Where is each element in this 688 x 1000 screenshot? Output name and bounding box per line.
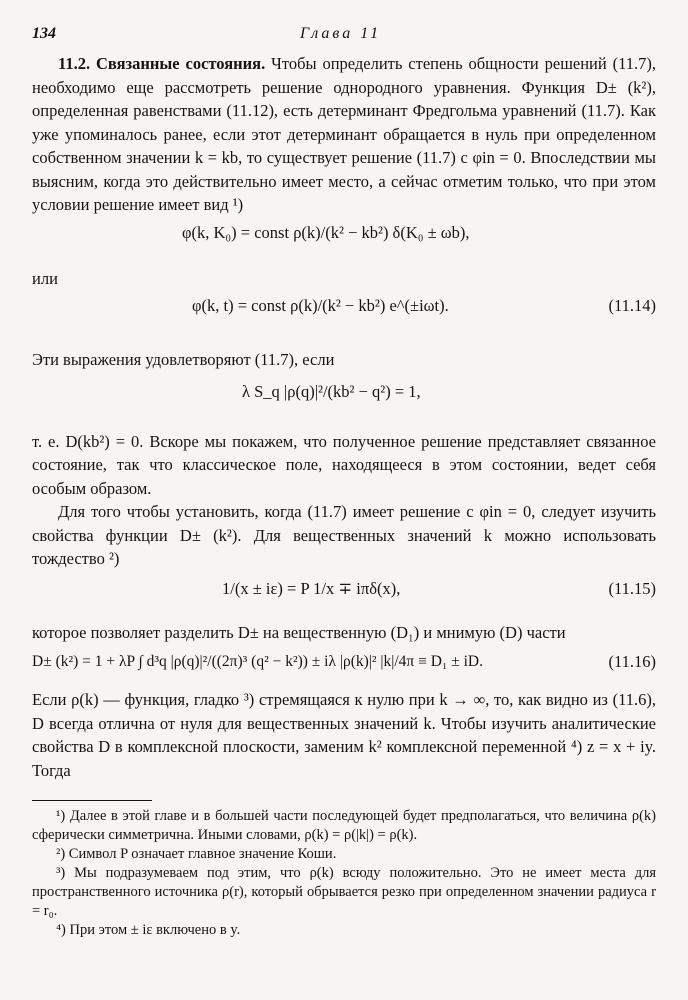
footnote-1: ¹) Далее в этой главе и в большей части последующей будет предполагаться, что величина ρ(k) сферически симметрична. Иными словами, ρ(k) = ρ(|k|) = ρ(k). <box>32 808 656 843</box>
section-heading: 11.2. Связанные состояния. <box>58 54 266 73</box>
chapter-title: Глава 11 <box>300 25 382 42</box>
or-word: или <box>32 268 58 288</box>
paragraph-4: Для того чтобы установить, когда (11.7) имеет решение с φin = 0, следует изучить свойства функции D± (k²). Для вещественных значений k можно использовать тождество ²) <box>32 502 656 568</box>
footnote-2: ²) Символ P означает главное значение Коши. <box>56 846 337 862</box>
footnote-4: ⁴) При этом ± iε включено в y. <box>56 922 241 938</box>
paragraph-intro <box>32 52 656 217</box>
equation-5-text: D± (k²) = 1 + λP ∫ d³q |ρ(q)|²/((2π)³ (q² − k²)) ± iλ |ρ(k)|² |k|/4π ≡ D₁ ± iD. <box>32 653 483 670</box>
equation-1 <box>32 217 656 267</box>
book-page <box>32 22 656 940</box>
paragraph-6: Если ρ(k) — функция, гладко ³) стремящаяся к нулю при k → ∞, то, как видно из (11.6), D всегда отлична от нуля для вещественных значений k. Чтобы изучить аналитические свойства D в комплексной плоскости, заменим k² комплексной переменной ⁴) z = x + iy. Тогда <box>32 690 656 780</box>
equation-3 <box>32 372 656 422</box>
footnotes <box>32 807 656 940</box>
equation-5-number: (11.16) <box>608 652 656 671</box>
footnote-3: ³) Мы подразумеваем под этим, что ρ(k) всюду положительно. Это не имеет места для пространственного источника ρ(r), который обрывается резко при определенном значении радиуса r = r₀. <box>32 865 656 919</box>
paragraph-2: Эти выражения удовлетворяют (11.7), если <box>32 350 335 369</box>
equation-2 <box>32 290 656 340</box>
equation-5 <box>32 644 656 688</box>
paragraph-3: т. е. D(kb²) = 0. Вскоре мы покажем, что полученное решение представляет связанное состояние, так что классическое поле, находящееся в этом состоянии, ведет себя особым образом. <box>32 431 656 498</box>
equation-4-number: (11.15) <box>608 578 656 598</box>
footnote-divider <box>32 800 152 801</box>
equation-2-number: (11.14) <box>608 296 656 315</box>
equation-1-text: φ(k, K₀) = const ρ(k)/(k² − kb²) δ(K₀ ± ωb), <box>182 222 470 242</box>
page-number: 134 <box>32 25 56 42</box>
equation-3-text: λ S_q |ρ(q)|²/(kb² − q²) = 1, <box>242 381 421 401</box>
running-head <box>32 22 656 52</box>
equation-2-text: φ(k, t) = const ρ(k)/(k² − kb²) e^(±iωt). <box>192 296 449 315</box>
equation-4-text: 1/(x ± iε) = P 1/x ∓ iπδ(x), <box>222 578 401 598</box>
paragraph-1-text: Чтобы определить степень общности решений (11.7), необходимо еще рассмотреть решение однородного уравнения. Функция D± (k²), определенная равенствами (11.12), есть детерминант Фредгольма уравнений (11.7). Как уже упоминалось ранее, если этот детерминант обращается в нуль при определенном собственном значении k = kb, то существует решение (11.7) с φin = 0. Впоследствии мы выясним, когда это действительно имеет место, а сейчас отметим только, что при этом условии решение имеет вид ¹) <box>32 54 656 214</box>
equation-4 <box>32 571 656 621</box>
paragraph-5: которое позволяет разделить D± на вещественную (D₁) и мнимую (D) части <box>32 622 566 642</box>
